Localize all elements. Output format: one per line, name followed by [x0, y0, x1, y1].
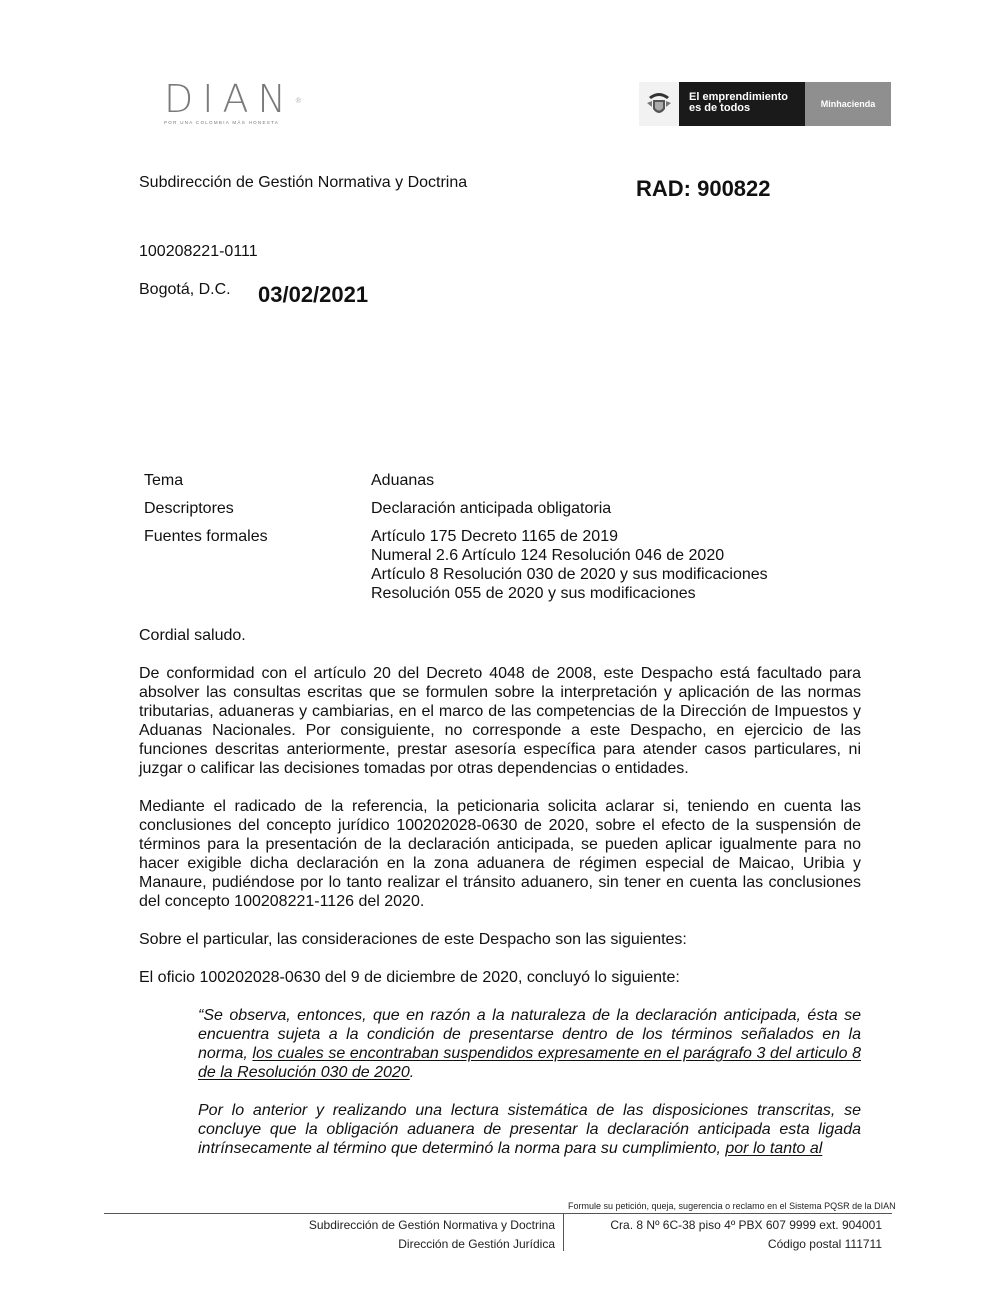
- meta-key: Tema: [144, 472, 184, 489]
- meta-key: Fuentes formales: [144, 528, 268, 545]
- quote-paragraph: “Se observa, entonces, que en razón a la naturaleza de la declaración anticipada, ésta se encuentra sujeta a la condición de presentarse dentro de los términos señalados en la norma, los cuales se encontraban suspendidos expresamente en el parágrafo 3 del articulo 8 de la Resolución 030 de 2020.: [198, 1007, 862, 1081]
- dian-logo: [164, 77, 324, 128]
- greeting: Cordial saludo.: [139, 627, 246, 644]
- meta-row-descriptores: [144, 499, 844, 518]
- meta-value: Aduanas: [371, 472, 435, 489]
- fuente-item: Artículo 175 Decreto 1165 de 2019: [371, 528, 618, 545]
- underlined-text: por lo tanto al: [725, 1140, 823, 1157]
- meta-value: [371, 527, 768, 603]
- footer-divider-line: [104, 1213, 892, 1214]
- government-banner: [639, 82, 891, 126]
- dian-wordmark: DIAN®: [164, 77, 302, 121]
- place: Bogotá, D.C.: [139, 281, 231, 298]
- footer-department: Subdirección de Gestión Normativa y Doctrina Dirección de Gestión Jurídica: [308, 1218, 555, 1251]
- banner-slogan: El emprendimiento es de todos: [679, 82, 805, 126]
- fuente-item: Resolución 055 de 2020 y sus modificaciones: [371, 585, 696, 602]
- meta-row-tema: [144, 471, 844, 490]
- paragraph: El oficio 100202028-0630 del 9 de diciembre de 2020, concluyó lo siguiente:: [139, 969, 680, 986]
- meta-row-fuentes: [144, 527, 844, 603]
- document-date: 03/02/2021: [258, 282, 369, 307]
- paragraph: De conformidad con el artículo 20 del Decreto 4048 de 2008, este Despacho está facultado para absolver las consultas escritas que se formulen sobre la interpretación y aplicación de las normas tributarias, aduaneras y cambiarias, en el marco de las competencias de la Dirección de Impuestos y Aduanas Nacionales. Por consiguiente, no corresponde a este Despacho, en ejercicio de las funciones descritas anteriormente, prestar asesoría específica para atender casos particulares, ni juzgar o calificar las decisiones tomadas por otras dependencias o entidades.: [139, 665, 861, 777]
- rad-number: RAD: 900822: [636, 176, 771, 201]
- meta-value: Declaración anticipada obligatoria: [371, 500, 612, 517]
- footer-pqsr-note: Formule su petición, queja, sugerencia o reclamo en el Sistema PQSR de la DIAN: [568, 1201, 896, 1211]
- footer-vertical-divider: [563, 1214, 564, 1251]
- paragraph: Mediante el radicado de la referencia, la peticionaria solicita aclarar si, teniendo en cuenta las conclusiones del concepto jurídico 100202028-0630 de 2020, sobre el efecto de la suspensión de términos para la presentación de la declaración anticipada, se pueden aplicar igualmente para no hacer exigible dicha declaración en la zona aduanera de régimen especial de Maicao, Uribia y Manaure, pudiéndose por lo tanto realizar el tránsito aduanero, sin tener en cuenta las conclusiones del concepto 100208221-1126 del 2020.: [139, 798, 861, 910]
- reference-number: 100208221-0111: [139, 243, 258, 260]
- underlined-text: los cuales se encontraban suspendidos expresamente en el parágrafo 3 del articulo 8 de la Resolución 030 de 2020: [198, 1045, 862, 1081]
- dian-tagline: POR UNA COLOMBIA MÁS HONESTA: [164, 120, 280, 125]
- fuente-item: Numeral 2.6 Artículo 124 Resolución 046 de 2020: [371, 547, 725, 564]
- footer-address: Cra. 8 Nº 6C-38 piso 4º PBX 607 9999 ext. 904001 Código postal 111711: [610, 1218, 882, 1251]
- metadata-table: [144, 471, 844, 612]
- quote-paragraph: Por lo anterior y realizando una lectura sistemática de las disposiciones transcritas, se concluye que la obligación aduanera de presentar la declaración anticipada esta ligada intrínsecamente al término que determinó la norma para su cumplimiento, por lo tanto al: [198, 1102, 861, 1157]
- ministry-label: Minhacienda: [805, 82, 891, 126]
- coat-of-arms-icon: [639, 82, 679, 126]
- fuente-item: Artículo 8 Resolución 030 de 2020 y sus modificaciones: [371, 566, 768, 583]
- paragraph: Sobre el particular, las consideraciones de este Despacho son las siguientes:: [139, 931, 687, 948]
- sender-department: Subdirección de Gestión Normativa y Doctrina: [139, 174, 468, 191]
- letter-body: [139, 626, 861, 1177]
- meta-key: Descriptores: [144, 500, 234, 517]
